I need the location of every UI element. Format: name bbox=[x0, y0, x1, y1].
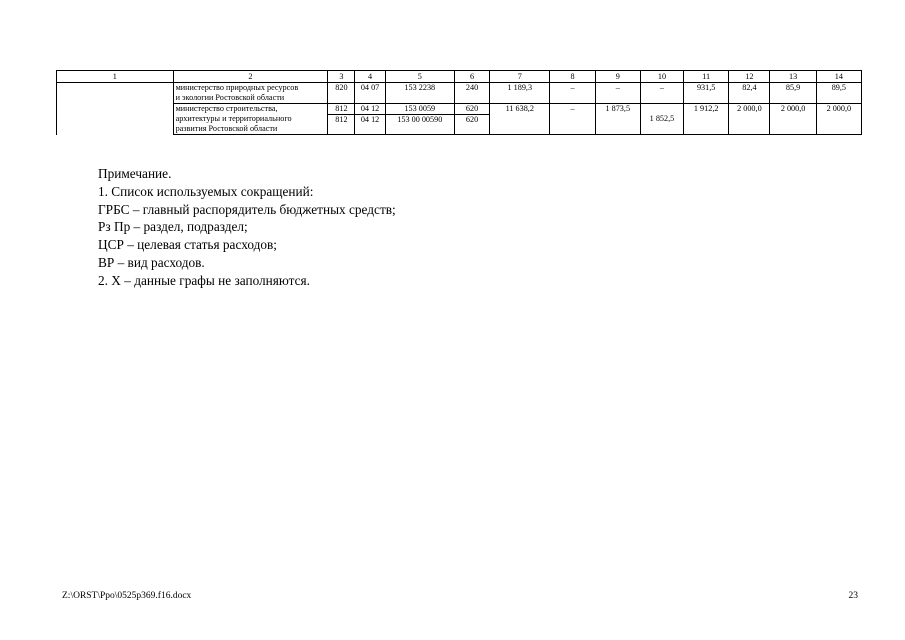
grbs-name-line: министерство строительства, bbox=[175, 104, 278, 113]
notes-title: Примечание. bbox=[98, 166, 172, 181]
vr-cell: 620 bbox=[454, 115, 489, 135]
rzpr-cell: 04 12 bbox=[355, 115, 385, 135]
empty-cell bbox=[57, 83, 174, 135]
value-cell: 1 912,2 bbox=[684, 104, 729, 135]
grbs-name-cell bbox=[173, 83, 328, 104]
vr-cell: 240 bbox=[454, 83, 489, 104]
notes-line: ЦСР – целевая статья расходов; bbox=[98, 237, 277, 253]
column-number: 8 bbox=[550, 71, 595, 83]
column-number: 9 bbox=[595, 71, 640, 83]
budget-table bbox=[56, 70, 862, 135]
rzpr-cell: 04 07 bbox=[355, 83, 385, 104]
grbs-code-cell: 812 bbox=[328, 104, 355, 115]
notes-line: ГРБС – главный распорядитель бюджетных средств; bbox=[98, 201, 396, 217]
table-row bbox=[57, 104, 862, 115]
grbs-code-cell: 812 bbox=[328, 115, 355, 135]
notes-block bbox=[98, 165, 396, 290]
notes-line: 2. Х – данные графы не заполняются. bbox=[98, 272, 310, 288]
grbs-name-line: министерство природных ресурсов bbox=[175, 83, 299, 92]
column-number: 4 bbox=[355, 71, 385, 83]
column-number: 13 bbox=[770, 71, 816, 83]
value-cell: 11 638,2 bbox=[490, 104, 550, 135]
page-number: 23 bbox=[848, 591, 858, 601]
column-number: 3 bbox=[328, 71, 355, 83]
value-cell: 1 873,5 bbox=[595, 104, 640, 135]
value-cell: – bbox=[550, 104, 595, 135]
grbs-name-cell bbox=[173, 104, 328, 135]
column-number: 12 bbox=[729, 71, 770, 83]
column-number: 1 bbox=[57, 71, 174, 83]
notes-line: Рз Пр – раздел, подраздел; bbox=[98, 219, 248, 235]
value-cell: 2 000,0 bbox=[729, 104, 770, 135]
grbs-code-cell: 820 bbox=[328, 83, 355, 104]
value-cell: – bbox=[595, 83, 640, 104]
value-text: 1 852,5 bbox=[649, 114, 675, 123]
column-number: 11 bbox=[684, 71, 729, 83]
value-cell: 2 000,0 bbox=[770, 104, 816, 135]
column-number: 5 bbox=[385, 71, 454, 83]
table-header-row bbox=[57, 71, 862, 83]
column-number: 7 bbox=[490, 71, 550, 83]
value-cell: 2 000,0 bbox=[816, 104, 861, 135]
column-number: 2 bbox=[173, 71, 328, 83]
value-cell: – bbox=[640, 83, 683, 104]
notes-line: 1. Список используемых сокращений: bbox=[98, 183, 314, 199]
grbs-name-line: развития Ростовской области bbox=[175, 124, 278, 133]
value-cell: 1 189,3 bbox=[490, 83, 550, 104]
column-number: 14 bbox=[816, 71, 861, 83]
grbs-name-line: архитектуры и территориального bbox=[175, 114, 292, 123]
value-cell: 85,9 bbox=[770, 83, 816, 104]
csr-cell: 153 2238 bbox=[385, 83, 454, 104]
csr-cell: 153 00 00590 bbox=[385, 115, 454, 135]
footer-file-path: Z:\ORST\Ppo\0525p369.f16.docx bbox=[62, 591, 192, 601]
notes-line: ВР – вид расходов. bbox=[98, 254, 205, 270]
grbs-name-line: и экологии Ростовской области bbox=[175, 93, 285, 102]
value-cell: 82,4 bbox=[729, 83, 770, 104]
vr-cell: 620 bbox=[454, 104, 489, 115]
value-cell: 89,5 bbox=[816, 83, 861, 104]
table-row bbox=[57, 83, 862, 104]
rzpr-cell: 04 12 bbox=[355, 104, 385, 115]
column-number: 10 bbox=[640, 71, 683, 83]
column-number: 6 bbox=[454, 71, 489, 83]
csr-cell: 153 0059 bbox=[385, 104, 454, 115]
value-cell bbox=[640, 104, 683, 135]
value-cell: 931,5 bbox=[684, 83, 729, 104]
value-cell: – bbox=[550, 83, 595, 104]
